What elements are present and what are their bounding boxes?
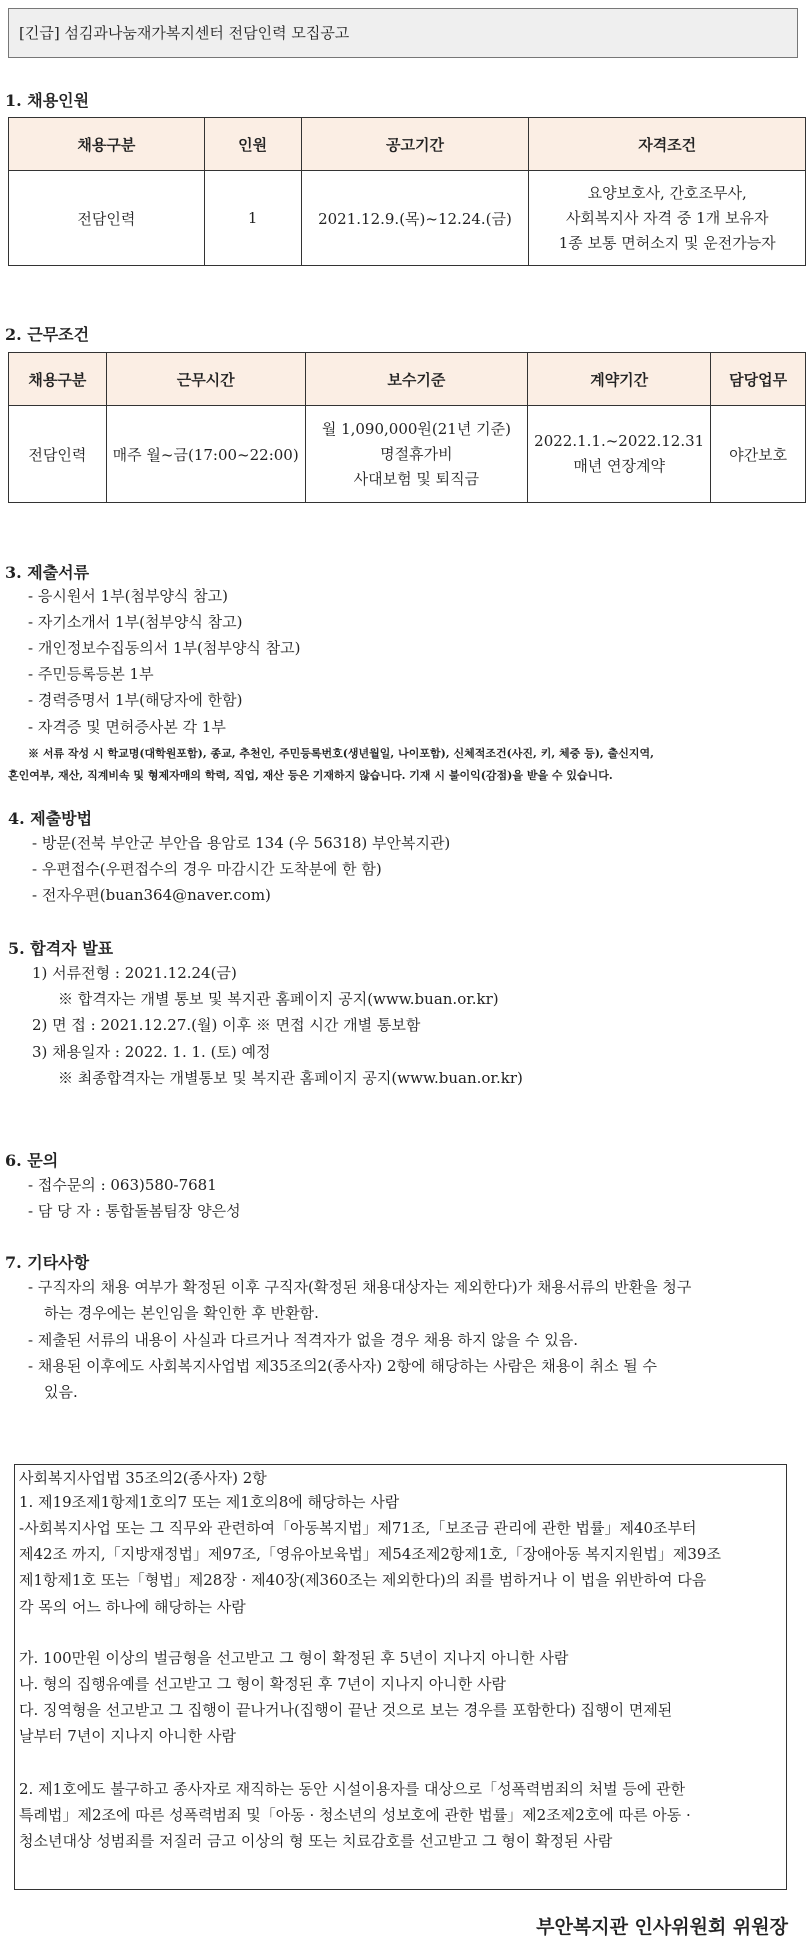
table-row	[9, 406, 806, 503]
law-line: 나. 형의 집행유예를 선고받고 그 형이 확정된 후 7년이 지나지 아니한 사람	[19, 1675, 506, 1693]
header-cell: 채용구분	[9, 118, 205, 171]
law-line: -사회복지사업 또는 그 직무와 관련하여「아동복지법」제71조,「보조금 관리에 관한 법률」제40조부터	[19, 1519, 697, 1537]
cell-pay	[305, 406, 528, 503]
law-excerpt-box	[14, 1464, 787, 1890]
section-heading-misc: 7. 기타사항	[5, 1253, 90, 1272]
list-item: - 채용된 이후에도 사회복지사업법 제35조의2(종사자) 2항에 해당하는 사람은 채용이 취소 될 수	[28, 1357, 658, 1375]
cell-contract	[528, 406, 711, 503]
law-line: 사회복지사업법 35조의2(종사자) 2항	[19, 1469, 267, 1487]
list-item: - 제출된 서류의 내용이 사실과 다르거나 적격자가 없을 경우 채용 하지 않을 수 있음.	[28, 1331, 578, 1349]
list-item: 2) 면 접 : 2021.12.27.(월) 이후 ※ 면접 시간 개별 통보함	[32, 1016, 421, 1034]
header-cell: 담당업무	[711, 353, 806, 406]
cell-period: 2021.12.9.(목)~12.24.(금)	[301, 171, 529, 266]
list-item: 있음.	[44, 1383, 78, 1401]
page-title: [긴급] 섬김과나눔재가복지센터 전담인력 모집공고	[8, 8, 798, 58]
section-heading-announcement: 5. 합격자 발표	[8, 939, 114, 958]
list-item: - 경력증명서 1부(해당자에 한함)	[28, 691, 243, 709]
section-heading-documents: 3. 제출서류	[5, 563, 90, 582]
law-line: 1. 제19조제1항제1호의7 또는 제1호의8에 해당하는 사람	[19, 1493, 400, 1511]
header-cell: 보수기준	[305, 353, 528, 406]
contract-line: 2022.1.1.~2022.12.31	[534, 432, 705, 450]
conditions-table	[8, 352, 806, 503]
header-cell: 공고기간	[301, 118, 529, 171]
law-line: 2. 제1호에도 불구하고 종사자로 재직하는 동안 시설이용자를 대상으로「성폭력범죄의 처벌 등에 관한	[19, 1780, 686, 1798]
contract-line: 매년 연장계약	[573, 457, 666, 475]
cell-qualification	[529, 171, 806, 266]
cell-count: 1	[204, 171, 301, 266]
header-cell: 근무시간	[106, 353, 305, 406]
law-line: 제42조 까지,「지방재정법」제97조,「영유아보육법」제54조제2항제1호,「장애아동 복지지원법」제39조	[19, 1545, 721, 1563]
list-item: 하는 경우에는 본인임을 확인한 후 반환함.	[44, 1304, 319, 1322]
law-line: 청소년대상 성범죄를 저질러 금고 이상의 형 또는 치료감호를 선고받고 그 형이 확정된 사람	[19, 1832, 613, 1850]
recruitment-table	[8, 117, 806, 266]
cell-hours: 매주 월~금(17:00~22:00)	[106, 406, 305, 503]
cell-type: 전담인력	[9, 406, 107, 503]
section-heading-submission: 4. 제출방법	[8, 809, 93, 828]
documents-note: 혼인여부, 재산, 직계비속 및 형제자매의 학력, 직업, 재산 등은 기재하지 않습니다. 기재 시 불이익(감점)을 받을 수 있습니다.	[8, 769, 613, 782]
header-cell: 계약기간	[528, 353, 711, 406]
qualification-line: 1종 보통 면허소지 및 운전가능자	[558, 233, 776, 252]
header-cell: 채용구분	[9, 353, 107, 406]
qualification-line: 사회복지사 자격 중 1개 보유자	[565, 208, 769, 227]
table-header-row	[9, 118, 806, 171]
header-cell: 인원	[204, 118, 301, 171]
list-item: - 우편접수(우편접수의 경우 마감시간 도착분에 한 함)	[32, 860, 382, 878]
cell-type: 전담인력	[9, 171, 205, 266]
section-heading-inquiry: 6. 문의	[5, 1151, 59, 1170]
list-item: - 접수문의 : 063)580-7681	[28, 1176, 217, 1194]
section-heading-recruitment: 1. 채용인원	[5, 91, 90, 110]
list-item: 1) 서류전형 : 2021.12.24(금)	[32, 964, 237, 982]
list-item: - 방문(전북 부안군 부안읍 용암로 134 (우 56318) 부안복지관)	[32, 834, 451, 852]
header-cell: 자격조건	[529, 118, 806, 171]
law-line: 제1항제1호 또는「형법」제28장 · 제40장(제360조는 제외한다)의 죄를 범하거나 이 법을 위반하여 다음	[19, 1571, 707, 1589]
qualification-line: 요양보호사, 간호조무사,	[587, 183, 747, 202]
list-item: - 개인정보수집동의서 1부(첨부양식 참고)	[28, 639, 301, 657]
list-item: - 담 당 자 : 통합돌봄팀장 양은성	[28, 1202, 241, 1220]
law-line: 각 목의 어느 하나에 해당하는 사람	[19, 1598, 246, 1616]
cell-duty: 야간보호	[711, 406, 806, 503]
list-item: - 전자우편(buan364@naver.com)	[32, 886, 271, 904]
signature: 부안복지관 인사위원회 위원장	[536, 1916, 788, 1938]
list-item: 3) 채용일자 : 2022. 1. 1. (토) 예정	[32, 1043, 271, 1061]
list-item: - 구직자의 채용 여부가 확정된 이후 구직자(확정된 채용대상자는 제외한다)가 채용서류의 반환을 청구	[28, 1278, 692, 1296]
table-row	[9, 171, 806, 266]
law-line: 다. 징역형을 선고받고 그 집행이 끝나거나(집행이 끝난 것으로 보는 경우를 포함한다) 집행이 면제된	[19, 1701, 673, 1719]
list-item: - 자기소개서 1부(첨부양식 참고)	[28, 613, 243, 631]
law-line: 가. 100만원 이상의 벌금형을 선고받고 그 형이 확정된 후 5년이 지나지 아니한 사람	[19, 1649, 569, 1667]
pay-line: 월 1,090,000원(21년 기준)	[321, 419, 511, 438]
section-heading-conditions: 2. 근무조건	[5, 325, 90, 344]
law-line: 특례법」제2조에 따른 성폭력범죄 및「아동 · 청소년의 성보호에 관한 법률」제2조제2호에 따른 아동 ·	[19, 1806, 691, 1824]
list-item: ※ 합격자는 개별 통보 및 복지관 홈페이지 공지(www.buan.or.kr)	[58, 990, 499, 1008]
list-item: - 응시원서 1부(첨부양식 참고)	[28, 587, 229, 605]
list-item: ※ 최종합격자는 개별통보 및 복지관 홈페이지 공지(www.buan.or.kr)	[58, 1069, 523, 1087]
law-line: 날부터 7년이 지나지 아니한 사람	[19, 1727, 236, 1745]
table-header-row	[9, 353, 806, 406]
pay-line: 명절휴가비	[380, 444, 453, 463]
list-item: - 주민등록등본 1부	[28, 665, 154, 683]
list-item: - 자격증 및 면허증사본 각 1부	[28, 718, 226, 736]
pay-line: 사대보험 및 퇴직금	[353, 469, 480, 488]
documents-note: ※ 서류 작성 시 학교명(대학원포함), 종교, 추천인, 주민등록번호(생년월일, 나이포함), 신체적조건(사진, 키, 체중 등), 출신지역,	[28, 747, 654, 760]
